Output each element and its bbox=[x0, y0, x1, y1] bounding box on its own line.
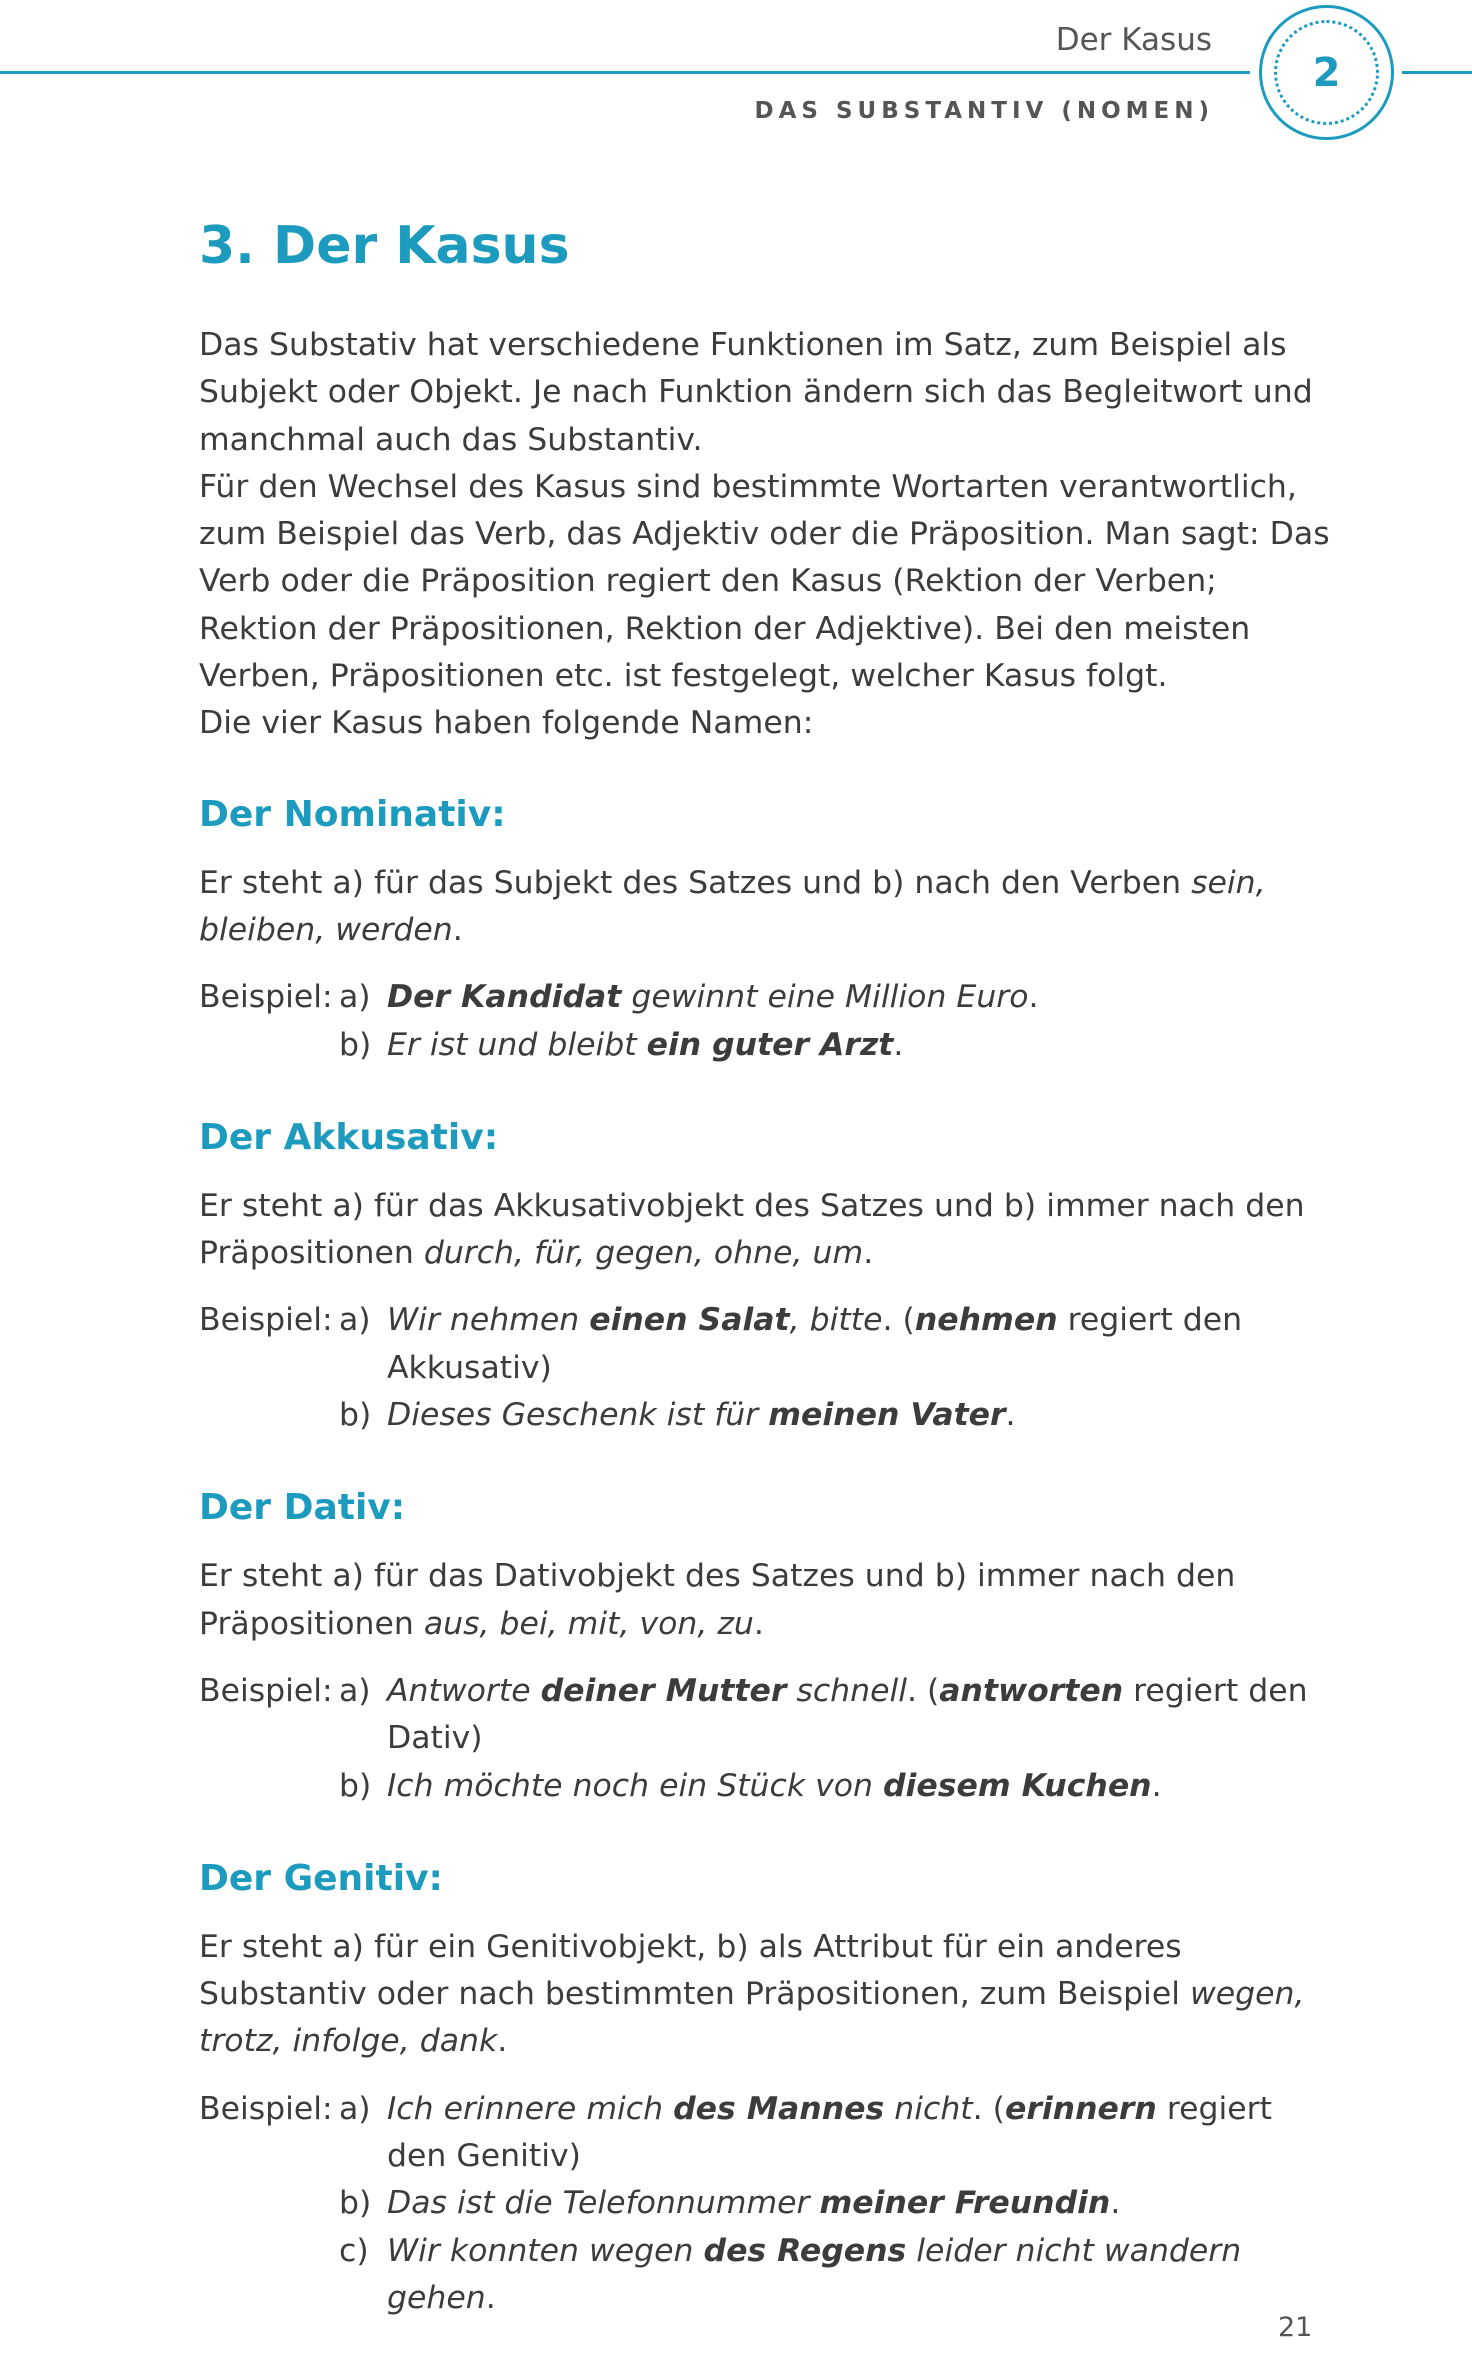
example-marker: b) bbox=[339, 1767, 372, 1804]
example-row bbox=[199, 2180, 1339, 2227]
example-marker: a) bbox=[339, 979, 371, 1016]
example-list bbox=[199, 974, 1339, 1069]
example-row bbox=[199, 1297, 1339, 1392]
section-akkusativ bbox=[199, 1113, 1339, 1439]
example-row bbox=[199, 2228, 1339, 2323]
example-row bbox=[199, 1392, 1339, 1439]
example-text: Er ist und bleibt ein guter Arzt. bbox=[387, 1026, 904, 1063]
example-row bbox=[199, 1668, 1339, 1763]
example-text: Ich erinnere mich des Mannes nicht. (erinnern regiert den Genitiv) bbox=[387, 2090, 1272, 2175]
section-description: Er steht a) für das Akkusativobjekt des Satzes und b) immer nach den Präpositionen durch, für, gegen, ohne, um. bbox=[199, 1187, 1305, 1272]
section-description: Er steht a) für das Dativobjekt des Satzes und b) immer nach den Präpositionen aus, bei, mit, von, zu. bbox=[199, 1558, 1236, 1642]
example-text: Ich möchte noch ein Stück von diesem Kuchen. bbox=[387, 1767, 1162, 1804]
chapter-badge bbox=[1259, 5, 1394, 140]
section-description: Er steht a) für ein Genitivobjekt, b) als Attribut für ein anderes Substantiv oder nach bestimmten Präpositionen, zum Beispiel wegen, trotz, infolge, dank. bbox=[199, 1928, 1305, 2060]
example-marker: b) bbox=[339, 1397, 372, 1434]
page-content bbox=[199, 212, 1339, 2322]
example-marker: a) bbox=[339, 1302, 371, 1339]
example-row bbox=[199, 1022, 1339, 1069]
example-row bbox=[199, 2086, 1339, 2181]
intro-paragraph: Das Substativ hat verschiedene Funktionen im Satz, zum Beispiel als Subjekt oder Objekt. Je nach Funktion ändern sich das Begleitwort und manchmal auch das Substantiv. bbox=[199, 327, 1313, 458]
page-title: 3. Der Kasus bbox=[199, 216, 570, 276]
example-label: Beispiel: bbox=[199, 979, 333, 1016]
section-heading: Der Genitiv: bbox=[199, 1857, 443, 1899]
section-genitiv bbox=[199, 1854, 1339, 2322]
header-rule-left bbox=[0, 71, 1250, 74]
example-text: Antworte deiner Mutter schnell. (antworten regiert den Dativ) bbox=[387, 1672, 1308, 1757]
example-marker: c) bbox=[339, 2232, 369, 2269]
example-list bbox=[199, 1668, 1339, 1810]
example-list bbox=[199, 2086, 1339, 2322]
chapter-subtitle: DAS SUBSTANTIV (NOMEN) bbox=[754, 98, 1214, 124]
example-row bbox=[199, 1763, 1339, 1810]
intro-paragraph: Für den Wechsel des Kasus sind bestimmte Wortarten verantwortlich, zum Beispiel das Verb, das Adjektiv oder die Präposition. Man sagt: Das Verb oder die Präposition regiert den Kasus (Rektion der Verben; Rektion der Präpositionen, Rektion der Adjektive). Bei den meisten Verben, Präpositionen etc. ist festgelegt, welcher Kasus folgt. bbox=[199, 468, 1330, 695]
section-heading: Der Dativ: bbox=[199, 1487, 406, 1529]
example-text: Der Kandidat gewinnt eine Million Euro. bbox=[387, 979, 1039, 1016]
chapter-title: Der Kasus bbox=[1055, 22, 1212, 58]
example-text: Das ist die Telefonnummer meiner Freundin. bbox=[387, 2185, 1121, 2222]
section-heading: Der Akkusativ: bbox=[199, 1116, 499, 1158]
example-text: Dieses Geschenk ist für meinen Vater. bbox=[387, 1397, 1016, 1434]
example-list bbox=[199, 1297, 1339, 1439]
section-description: Er steht a) für das Subjekt des Satzes und b) nach den Verben sein, bleiben, werden. bbox=[199, 864, 1266, 948]
page-number: 21 bbox=[1278, 2312, 1313, 2343]
example-row bbox=[199, 974, 1339, 1021]
example-marker: a) bbox=[339, 2090, 371, 2127]
example-marker: a) bbox=[339, 1672, 371, 1709]
example-marker: b) bbox=[339, 2185, 372, 2222]
chapter-number: 2 bbox=[1274, 20, 1379, 125]
header-rule-right bbox=[1402, 71, 1472, 74]
intro-text bbox=[199, 322, 1339, 748]
example-label: Beispiel: bbox=[199, 2090, 333, 2127]
example-text: Wir nehmen einen Salat, bitte. (nehmen regiert den Akkusativ) bbox=[387, 1302, 1243, 1386]
intro-paragraph: Die vier Kasus haben folgende Namen: bbox=[199, 705, 814, 742]
example-text: Wir konnten wegen des Regens leider nicht wandern gehen. bbox=[387, 2232, 1242, 2316]
section-dativ bbox=[199, 1483, 1339, 1809]
example-label: Beispiel: bbox=[199, 1672, 333, 1709]
section-heading: Der Nominativ: bbox=[199, 793, 506, 835]
example-label: Beispiel: bbox=[199, 1302, 333, 1339]
section-nominativ bbox=[199, 790, 1339, 1069]
example-marker: b) bbox=[339, 1026, 372, 1063]
